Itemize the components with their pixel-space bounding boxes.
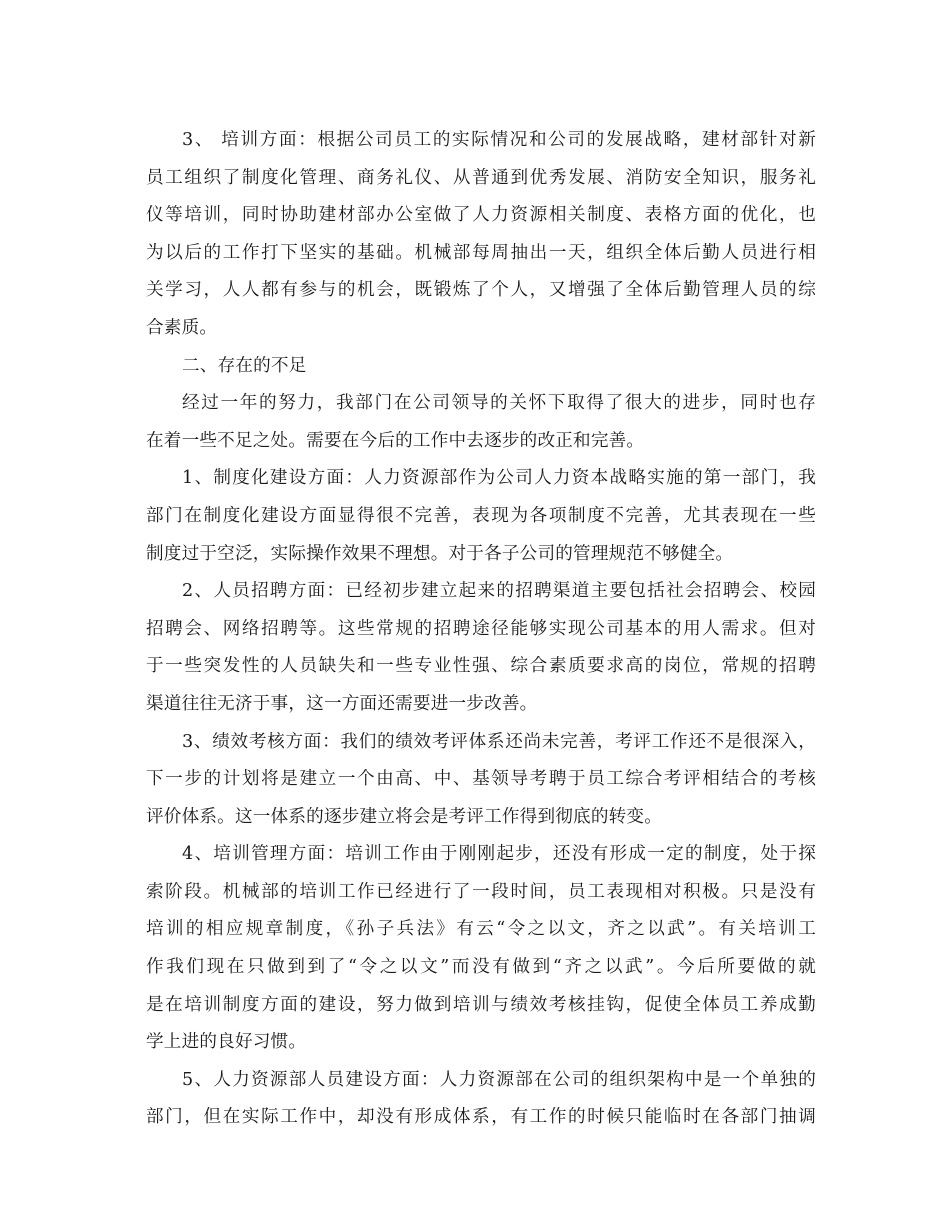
text-line: 3、 培训方面：根据公司员工的实际情况和公司的发展战略，建材部针对新 — [182, 130, 816, 150]
text-line: 5、人力资源部人员建设方面：人力资源部在公司的组织架构中是一个单独的 — [182, 1069, 816, 1090]
text-line: 关学习，人人都有参与的机会，既锻炼了个人，又增强了全体后勤管理人员的综 — [146, 280, 816, 301]
text-line: 渠道往往无济于事，这一方面还需要进一步改善。 — [146, 693, 538, 714]
text-line: 作我们现在只做到到了“令之以文”而没有做到“齐之以武”。今后所要做的就 — [146, 957, 816, 978]
text-line: 合素质。 — [146, 317, 218, 338]
text-line: 培训的相应规章制度，《孙子兵法》有云“令之以文，齐之以武”。有关培训工 — [146, 919, 816, 940]
section-heading: 二、存在的不足 — [182, 355, 307, 376]
text-line: 于一些突发性的人员缺失和一些专业性强、综合素质要求高的岗位，常规的招聘 — [146, 656, 816, 677]
text-line: 仪等培训，同时协助建材部办公室做了人力资源相关制度、表格方面的优化，也 — [146, 205, 816, 226]
text-line: 4、培训管理方面：培训工作由于刚刚起步，还没有形成一定的制度，处于探 — [182, 844, 816, 865]
text-line: 学上进的良好习惯。 — [146, 1032, 307, 1053]
text-line: 招聘会、网络招聘等。这些常规的招聘途径能够实现公司基本的用人需求。但对 — [146, 618, 816, 639]
text-line: 经过一年的努力，我部门在公司领导的关怀下取得了很大的进步，同时也存 — [182, 393, 816, 414]
text-line: 制度过于空泛，实际操作效果不理想。对于各子公司的管理规范不够健全。 — [146, 543, 734, 564]
document-page — [146, 130, 816, 1145]
text-line: 索阶段。机械部的培训工作已经进行了一段时间，员工表现相对积极。只是没有 — [146, 881, 816, 902]
text-line: 为以后的工作打下坚实的基础。机械部每周抽出一天，组织全体后勤人员进行相 — [146, 242, 816, 263]
text-line: 2、人员招聘方面：已经初步建立起来的招聘渠道主要包括社会招聘会、校园 — [182, 581, 816, 602]
text-line: 部门在制度化建设方面显得很不完善，表现为各项制度不完善，尤其表现在一些 — [146, 505, 816, 526]
text-line: 员工组织了制度化管理、商务礼仪、从普通到优秀发展、消防安全知识，服务礼 — [146, 167, 816, 188]
text-line: 评价体系。这一体系的逐步建立将会是考评工作得到彻底的转变。 — [146, 806, 663, 827]
text-line: 在着一些不足之处。需要在今后的工作中去逐步的改正和完善。 — [146, 430, 645, 451]
text-line: 是在培训制度方面的建设，努力做到培训与绩效考核挂钩，促使全体员工养成勤 — [146, 994, 816, 1015]
text-line: 部门，但在实际工作中，却没有形成体系，有工作的时候只能临时在各部门抽调 — [146, 1107, 816, 1128]
text-line: 1、制度化建设方面：人力资源部作为公司人力资本战略实施的第一部门，我 — [182, 468, 816, 489]
text-line: 下一步的计划将是建立一个由高、中、基领导考聘于员工综合考评相结合的考核 — [146, 769, 816, 790]
text-line: 3、绩效考核方面：我们的绩效考评体系还尚未完善，考评工作还不是很深入， — [182, 731, 816, 752]
